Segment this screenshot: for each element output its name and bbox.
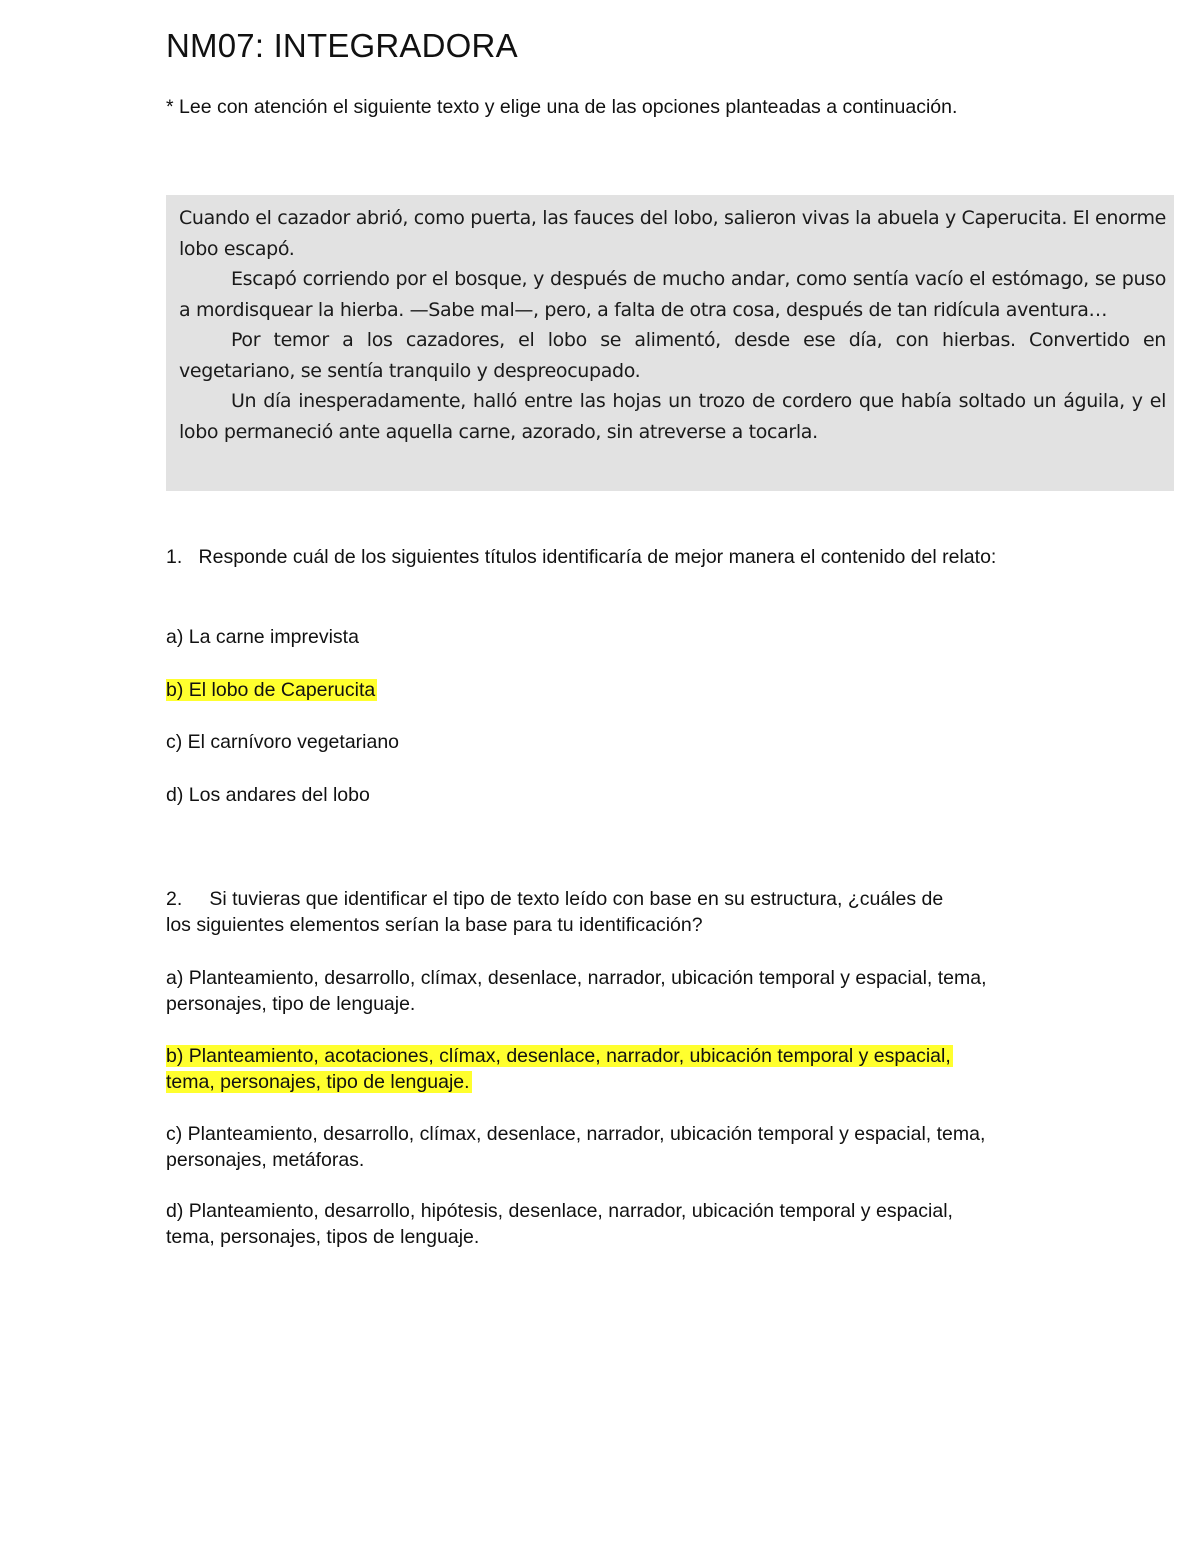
passage-paragraph: Escapó corriendo por el bosque, y después de mucho andar, como sentía vacío el estómago, se puso a mordisquear la hierba. —Sabe mal—, pero, a falta de otra cosa, después de tan ridícula aventura… (179, 268, 1166, 321)
question-1-option-a (166, 624, 1006, 650)
passage-paragraph: Un día inesperadamente, halló entre las hojas un trozo de cordero que había soltado un águila, y el lobo permaneció ante aquella carne, azorado, sin atreverse a tocarla. (179, 390, 1166, 443)
question-text: Responde cuál de los siguientes títulos identificaría de mejor manera el contenido del relato: (198, 546, 997, 568)
passage-paragraph: Cuando el cazador abrió, como puerta, las fauces del lobo, salieron vivas la abuela y Caperucita. El enorme lobo escapó. (179, 207, 1166, 260)
option-text: c) El carnívoro vegetariano (166, 731, 400, 753)
passage-paragraph: Por temor a los cazadores, el lobo se alimentó, desde ese día, con hierbas. Convertido en vegetariano, se sentía tranquilo y despreocupado. (179, 329, 1166, 382)
question-2 (166, 886, 966, 938)
question-2-option-a (166, 965, 991, 1017)
option-text: d) Planteamiento, desarrollo, hipótesis, desenlace, narrador, ubicación temporal y espacial, tema, personajes, tipos de lenguaje. (166, 1200, 953, 1248)
question-1-option-d (166, 782, 1006, 808)
option-text: c) Planteamiento, desarrollo, clímax, desenlace, narrador, ubicación temporal y espacial, tema, personajes, metáforas. (166, 1123, 986, 1171)
highlighted-option-text: b) El lobo de Caperucita (166, 679, 376, 701)
option-text: d) Los andares del lobo (166, 784, 370, 806)
question-1-option-c (166, 729, 1006, 755)
reading-passage (166, 195, 1174, 491)
highlighted-option-text: b) Planteamiento, acotaciones, clímax, desenlace, narrador, ubicación temporal y espacial, tema, personajes, tipo de lenguaje. (166, 1045, 951, 1093)
question-2-option-c (166, 1121, 991, 1173)
option-text: a) La carne imprevista (166, 626, 359, 648)
question-number: 1. (166, 546, 183, 568)
question-2-option-b (166, 1043, 991, 1095)
question-1 (166, 544, 1006, 570)
question-2-option-d (166, 1198, 991, 1250)
instruction-text: * Lee con atención el siguiente texto y elige una de las opciones planteadas a continuación. (166, 96, 958, 118)
page-title: NM07: INTEGRADORA (166, 27, 518, 64)
question-number: 2. (166, 888, 183, 910)
option-text: a) Planteamiento, desarrollo, clímax, desenlace, narrador, ubicación temporal y espacial, tema, personajes, tipo de lenguaje. (166, 967, 987, 1015)
question-1-option-b (166, 677, 1006, 703)
question-text: Si tuvieras que identificar el tipo de texto leído con base en su estructura, ¿cuáles de los siguientes elementos serían la base para tu identificación? (166, 888, 944, 936)
